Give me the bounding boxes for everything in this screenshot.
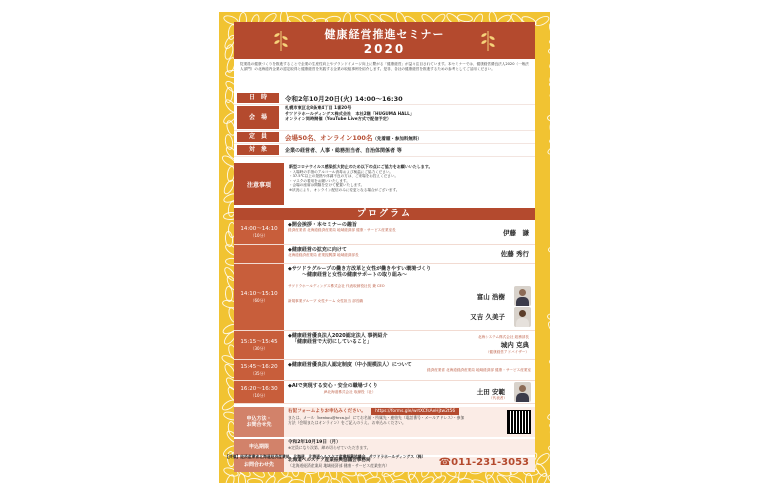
leaf-decoration-icon <box>548 427 550 445</box>
capacity-note: （先着順・参加料無料） <box>372 136 422 142</box>
speaker-photo <box>514 382 531 402</box>
session-title: ◆AIで実現する安心・安全の職場づくり <box>288 383 378 389</box>
leaf-sprig-icon <box>270 28 292 52</box>
footer-cosponsors: 【共催】経済産業省北海道経済産業局、北海道、北海道ヘルスケア産業振興協議会、サツドラホールディングス（株） <box>225 454 426 459</box>
venue-label: 会 場 <box>237 106 279 129</box>
apply-form-link[interactable]: https://forms.gle/wrtXCfsAeHjtw2t56 <box>371 408 459 415</box>
session-time: 15:45～16:20 <box>240 364 278 370</box>
session-affiliation: 北海システム株式会社 総務部長 <box>477 335 529 339</box>
program-row <box>234 220 535 245</box>
leaf-decoration-icon <box>548 222 550 239</box>
flyer-header <box>234 22 535 59</box>
session-duration: （10分） <box>250 233 268 238</box>
date-row <box>234 92 535 105</box>
leaf-decoration-icon <box>548 178 550 196</box>
session-duration: （60分） <box>250 298 268 303</box>
notes-label: 注意事項 <box>234 163 284 205</box>
notes-lead: 新型コロナウイルス感染拡大防止のため以下の点にご協力をお願いいたします。 <box>289 164 433 169</box>
venue-line: 札幌市東区北8条東4丁目 1番20号 <box>285 105 352 110</box>
speaker-name: 伊藤 謙 <box>503 229 529 237</box>
session-affiliation: 新規事業グループ 女性チーム 女性担当 部長職 <box>288 299 364 303</box>
session-title: ◆健康経営の拡充に向けて <box>288 247 347 253</box>
leaf-decoration-icon <box>507 474 525 483</box>
apply-lead: 右記フォームよりお申込みください。 <box>288 409 366 414</box>
leaf-decoration-icon <box>533 14 550 28</box>
speaker-photo <box>514 286 531 306</box>
leaf-decoration-icon <box>548 47 550 56</box>
deadline-note: ※定員になり次第、締め切らせていただきます。 <box>288 445 371 450</box>
program-row <box>234 381 535 404</box>
notes-line: ・入場時の手指のアルコール消毒および検温にご協力ください。 <box>289 169 394 174</box>
speaker-name: 佐藤 秀行 <box>500 250 529 258</box>
session-affiliation: 経済産業省 北海道経済産業局 地域経済部 健康・サービス産業室 <box>426 368 531 372</box>
apply-text: または、メール（kenkou@hrca.jp）にてお名前・所属先・連絡先（電話番号・メールアドレス）・参加方法（会場またはオンライン）をご記入のうえ、お申込みください。 <box>288 415 465 425</box>
program-row <box>234 331 535 360</box>
qr-code[interactable] <box>507 410 531 434</box>
leaf-decoration-icon <box>548 91 550 105</box>
speaker-name: 富山 浩樹 <box>476 293 505 301</box>
leaf-decoration-icon <box>546 319 550 336</box>
session-time: 15:15～15:45 <box>240 339 278 345</box>
capacity-main: 会場50名、オンライン100名 <box>285 133 373 142</box>
leaf-decoration-icon <box>547 21 550 39</box>
session-title: ◆健康経営優良法人2020認定法人 事例紹介 <box>288 333 388 339</box>
leaf-decoration-icon <box>546 410 550 422</box>
leaf-decoration-icon <box>547 54 550 70</box>
contact-section <box>234 407 535 472</box>
leaf-sprig-icon <box>477 28 499 52</box>
program-row <box>234 245 535 264</box>
capacity-row <box>234 131 535 144</box>
speaker-photo <box>514 307 531 327</box>
deadline-label: 申込期限 <box>234 439 284 455</box>
session-subtitle: ～健康経営と女性の健康サポートの取り組み～ <box>302 272 408 278</box>
speaker-name: 土田 安範 <box>476 388 505 396</box>
session-time: 16:20～16:30 <box>240 386 278 392</box>
session-affiliation: JR北海道株式会社 取締役（社） <box>324 390 376 394</box>
seminar-flyer <box>219 12 550 483</box>
notes-line: ・37.5℃以上の発熱や体調不良の方は、ご来場をお控えください。 <box>289 174 399 179</box>
deadline-value: 令和2年10月19日（月） <box>288 440 341 445</box>
leaf-decoration-icon <box>548 36 550 46</box>
leaf-decoration-icon <box>548 365 550 383</box>
venue-line: オンライン同時開催（YouTube Live方式で配信予定） <box>285 116 392 121</box>
page-year: 2020 <box>363 42 406 56</box>
intro-text: 従業員の健康づくりを推進することで企業の生産性向上やブランドイメージ向上に繋がる「健康経営」が益々注目されています。本セミナーでは、健康経営優良法人2020（一般法人部門）の北海道内企業の認定取得と健康経営を実践する企業の取組事例を紹介します。是非、各社の健康経営を推進するための参考としてご活用ください。 <box>240 62 529 71</box>
session-time: 14:00～14:10 <box>240 226 278 232</box>
session-title: ◆健康経営優良法人認定制度（中小規模法人）について <box>288 362 412 368</box>
capacity-value <box>279 133 535 142</box>
notes-line: ・マスクの着用をお願いいたします。 <box>289 178 350 183</box>
leaf-decoration-icon <box>391 479 407 483</box>
session-affiliation: サツドラホールディングス株式会社 代表取締役社長 兼 CEO <box>288 284 385 288</box>
speaker-note: （健康経営アドバイザー） <box>485 350 529 354</box>
leaf-decoration-icon <box>304 473 312 483</box>
leaf-decoration-icon <box>548 246 550 255</box>
apply-label: 申込方法・ お問合せ先 <box>234 407 284 437</box>
target-value: 企業の経営者、人事・総務担当者、自治体関係者 等 <box>285 147 402 154</box>
program-row <box>234 264 535 331</box>
leaf-decoration-icon <box>548 121 550 139</box>
session-title: ◆サツドラグループの働き方改革と女性が働きやすい環境づくり <box>288 266 432 272</box>
speaker-name: 又吉 久美子 <box>470 313 505 321</box>
leaf-decoration-icon <box>548 252 550 270</box>
session-subtitle: 「健康経営で大切にしていること」 <box>292 339 373 345</box>
date-value: 令和2年10月20日(火) 14:00～16:30 <box>285 94 403 103</box>
target-row <box>234 144 535 157</box>
leaf-decoration-icon <box>549 329 550 347</box>
inquiry-label: お問合わせ先 <box>234 457 284 472</box>
leaf-decoration-icon <box>547 114 550 122</box>
notes-line: ※状況により、オンライン配信のみに変更となる場合がございます。 <box>289 187 400 192</box>
phone-number[interactable]: ☎011-231-3053 <box>438 457 529 468</box>
leaf-decoration-icon <box>364 475 381 483</box>
leaf-decoration-icon <box>547 312 550 321</box>
leaf-decoration-icon <box>549 200 550 215</box>
notes-line: ・会場の座席は間隔を空けて配置いたします。 <box>289 183 365 188</box>
session-affiliation: 経済産業省 北海道経済産業局 地域経済部 健康・サービス産業室長 <box>288 228 396 232</box>
speaker-name: 城内 克典 <box>500 341 529 349</box>
session-duration: （10分） <box>250 393 268 398</box>
capacity-label: 定 員 <box>237 132 279 142</box>
inquiry-address: （北海道経済産業局 地域経済部 健康・サービス産業室内） <box>288 463 390 468</box>
leaf-decoration-icon <box>548 356 550 366</box>
leaf-decoration-icon <box>547 144 550 157</box>
apply-row <box>234 407 535 439</box>
program-heading: プログラム <box>234 208 535 220</box>
flyer-content <box>234 22 535 472</box>
session-affiliation: 北海道経済産業局 産業振興課 地域経済部長 <box>288 253 359 257</box>
session-time: 14:10～15:10 <box>240 291 278 297</box>
venue-line: サツドラホールディングス株式会社 本社2階「HUGUMA HALL」 <box>285 110 414 116</box>
program-row <box>234 360 535 381</box>
speaker-note: （代表者） <box>489 396 507 400</box>
target-label: 対 象 <box>237 145 279 155</box>
session-duration: （30分） <box>250 346 268 351</box>
leaf-decoration-icon <box>289 479 305 483</box>
leaf-decoration-icon <box>548 135 550 146</box>
page-title: 健康経営推進セミナー <box>324 28 445 41</box>
session-duration: （35分） <box>250 371 268 376</box>
date-label: 日 時 <box>237 93 279 103</box>
notes-section <box>234 163 535 205</box>
leaf-decoration-icon <box>549 97 550 115</box>
venue-row <box>234 105 535 131</box>
inquiry-org: 北海道ヘルスケア産業振興協議会事務局 <box>288 458 371 463</box>
session-title: ◆開会挨拶・本セミナーの趣旨 <box>288 222 357 228</box>
